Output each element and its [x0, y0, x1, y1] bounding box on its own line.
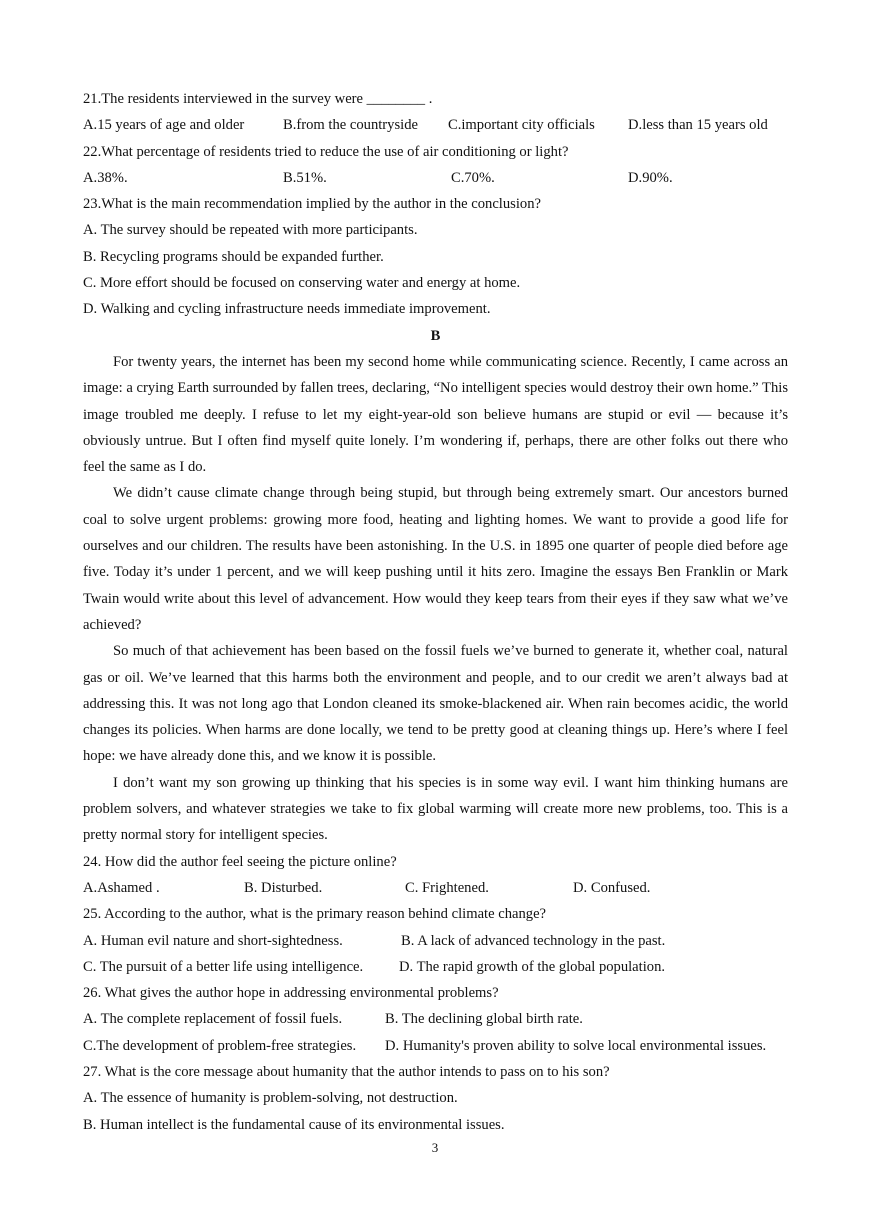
- q21-option-b: B.from the countryside: [283, 117, 418, 134]
- q22-stem: 22.What percentage of residents tried to reduce the use of air conditioning or light?: [83, 143, 569, 160]
- q21-option-a: A.15 years of age and older: [83, 117, 245, 134]
- q25-options-row1: [83, 928, 788, 954]
- q22-option-b: B.51%.: [283, 169, 327, 186]
- q24-option-b: B. Disturbed.: [244, 879, 323, 896]
- q23-option-d: D. Walking and cycling infrastructure needs immediate improvement.: [83, 301, 491, 318]
- q26-option-d: D. Humanity's proven ability to solve local environmental issues.: [385, 1037, 767, 1054]
- q23-option-c: C. More effort should be focused on conserving water and energy at home.: [83, 275, 521, 292]
- page-number: 3: [431, 1140, 439, 1155]
- q21-stem: 21.The residents interviewed in the survey were ________ .: [83, 91, 433, 107]
- q26-option-b: B. The declining global birth rate.: [385, 1011, 583, 1028]
- passage-paragraph-3: So much of that achievement has been based on the fossil fuels we’ve burned to generate it, whether coal, natural gas or oil. We’ve learned that this harms both the environment and people, and to our credit we aren’t always bad at addressing this. It was not long ago that London cleaned its smoke-blackened air. When rain becomes acidic, the world changes its policies. When harms are done locally, we tend to be pretty good at cleaning things up. Here’s where I feel hope: we have already done this, and we know it is possible.: [83, 643, 788, 765]
- passage-paragraph-4: I don’t want my son growing up thinking that his species is in some way evil. I want him thinking humans are problem solvers, and whatever strategies we take to fix global warming will create more new problems, too. This is a pretty normal story for intelligent species.: [83, 774, 788, 844]
- passage-paragraph-1: For twenty years, the internet has been my second home while communicating science. Recently, I came across an image: a crying Earth surrounded by fallen trees, declaring, “No intelligent species would destroy their own home.” This image troubled me deeply. I refuse to let my eight-year-old son believe humans are stupid or evil — because it’s obviously untrue. But I often find myself quite lonely. I’m wondering if, perhaps, there are other folks out there who feel the same as I do.: [83, 353, 788, 476]
- q25-option-d: D. The rapid growth of the global population.: [399, 958, 666, 975]
- q27-stem: 27. What is the core message about humanity that the author intends to pass on to his son?: [83, 1063, 610, 1080]
- q23-option-a: A. The survey should be repeated with more participants.: [83, 222, 418, 239]
- q27-option-b: B. Human intellect is the fundamental cause of its environmental issues.: [83, 1116, 505, 1133]
- q24-option-d: D. Confused.: [573, 879, 651, 896]
- q25-stem: 25. According to the author, what is the primary reason behind climate change?: [83, 906, 547, 923]
- q22-option-c: C.70%.: [451, 169, 495, 186]
- q22-option-a: A.38%.: [83, 169, 128, 186]
- q27-option-a: A. The essence of humanity is problem-solving, not destruction.: [83, 1090, 458, 1107]
- q24-option-c: C. Frightened.: [405, 879, 489, 896]
- q21-options: [83, 112, 788, 138]
- q26-option-a: A. The complete replacement of fossil fuels.: [83, 1011, 343, 1028]
- q26-stem: 26. What gives the author hope in addressing environmental problems?: [83, 985, 499, 1002]
- q25-option-a: A. Human evil nature and short-sightedness.: [83, 932, 343, 949]
- q26-option-c: C.The development of problem-free strategies.: [83, 1037, 357, 1054]
- q26-options-row2: [83, 1033, 788, 1059]
- q23-stem: 23.What is the main recommendation implied by the author in the conclusion?: [83, 196, 541, 213]
- q23-option-b: B. Recycling programs should be expanded further.: [83, 248, 384, 265]
- q22-options: [83, 165, 788, 191]
- q25-options-row2: [83, 954, 788, 980]
- q24-options: [83, 875, 788, 901]
- q24-stem: 24. How did the author feel seeing the picture online?: [83, 853, 397, 870]
- section-b-heading: B: [430, 327, 441, 344]
- q26-options-row1: [83, 1006, 788, 1032]
- q25-option-c: C. The pursuit of a better life using intelligence.: [83, 958, 364, 975]
- exam-page: [83, 86, 788, 1138]
- q21-option-c: C.important city officials: [448, 117, 595, 134]
- q22-option-d: D.90%.: [628, 169, 673, 186]
- q24-option-a: A.Ashamed .: [83, 879, 160, 896]
- passage-paragraph-2: We didn’t cause climate change through being stupid, but through being extremely smart. Our ancestors burned coal to solve urgent problems: growing more food, heating and lighting homes. We want to provide a good life for ourselves and our children. The results have been astonishing. In the U.S. in 1895 one quarter of people died before age five. Today it’s under 1 percent, and we will keep pushing until it hits zero. Imagine the essays Ben Franklin or Mark Twain would write about this level of advancement. How would they keep tears from their eyes if they saw what we’ve achieved?: [83, 485, 788, 633]
- q21-option-d: D.less than 15 years old: [628, 117, 768, 134]
- q25-option-b: B. A lack of advanced technology in the past.: [401, 932, 666, 949]
